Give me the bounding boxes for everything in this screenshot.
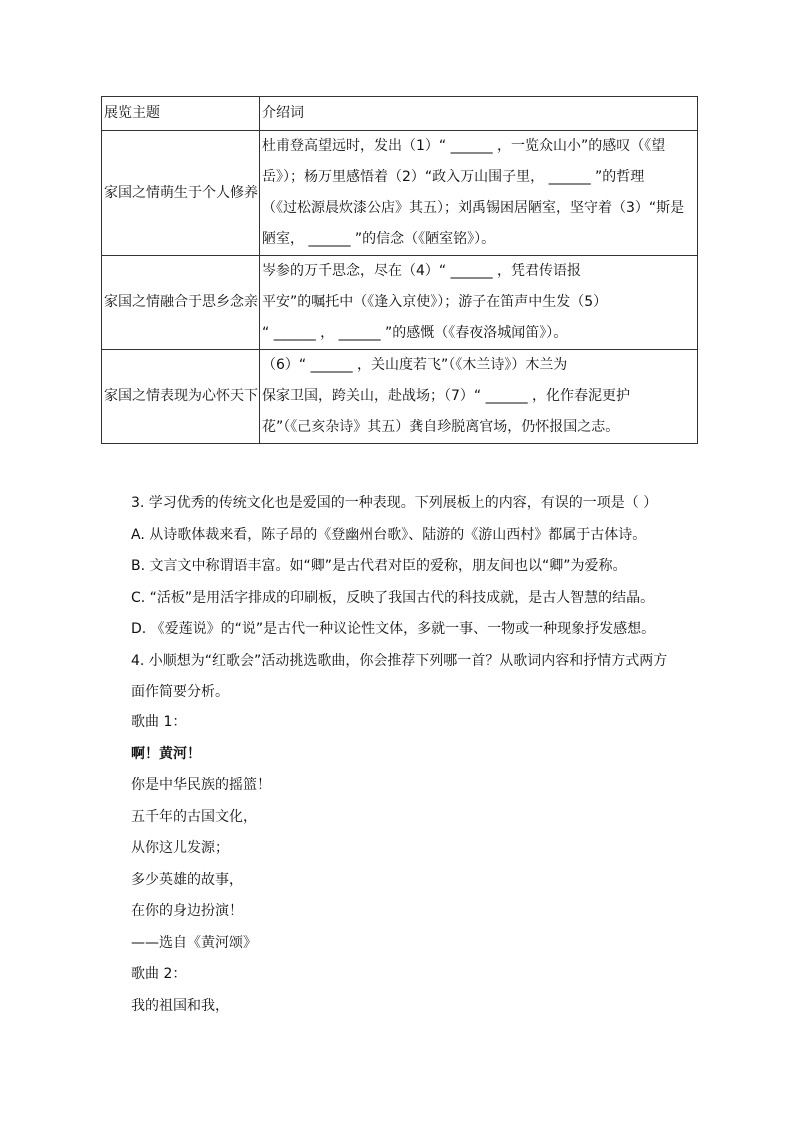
intro-line: 平安”的嘱托中（《逢入京使》）；游子在笛声中生发（5） bbox=[262, 294, 608, 310]
intro-line: （《过松源晨炊漆公店》其五）；刘禹锡困居陋室，坚守着（3）“斯是 bbox=[262, 200, 685, 216]
row-intro bbox=[260, 256, 698, 350]
row-intro bbox=[260, 131, 698, 256]
lyric-line: 多少英雄的故事， bbox=[131, 871, 243, 888]
lyric-line: 你是中华民族的摇篮！ bbox=[131, 777, 271, 793]
option-a: A. 从诗歌体裁来看，陈子昂的《登幽州台歌》、陆游的《游山西村》都属于古体诗。 bbox=[131, 526, 647, 543]
lyric-line: 在你的身边扮演！ bbox=[131, 903, 243, 919]
song-1-label: 歌曲 1： bbox=[131, 714, 187, 730]
intro-line: “ ______ ， ______ ”的感慨（《春夜洛城闻笛》）。 bbox=[262, 325, 568, 341]
lyric-source: ——选自《黄河颂》 bbox=[131, 934, 257, 951]
exhibit-table bbox=[101, 96, 698, 444]
intro-line: 岑参的万千思念，尽在（4）“ ______ ，凭君传语报 bbox=[262, 263, 582, 279]
song-2-label: 歌曲 2： bbox=[131, 966, 187, 982]
row-theme: 家国之情表现为心怀天下 bbox=[102, 350, 260, 444]
question-3: 3. 学习优秀的传统文化也是爱国的一种表现。下列展板上的内容，有误的一项是（ ） bbox=[131, 495, 658, 511]
option-c: C. “活板”是用活字排成的印刷板，反映了我国古代的科技成就，是古人智慧的结晶。 bbox=[131, 589, 655, 606]
table-row bbox=[102, 131, 698, 256]
lyric-line: 五千年的古国文化， bbox=[131, 808, 257, 825]
intro-line: 杜甫登高望远时，发出（1）“ ______ ，一览众山小”的感叹（《望 bbox=[262, 138, 666, 154]
table-row bbox=[102, 350, 698, 444]
table-header-row bbox=[102, 97, 698, 131]
header-theme: 展览主题 bbox=[102, 97, 260, 131]
option-b: B. 文言文中称谓语丰富。如“卿”是古代君对臣的爱称，朋友间也以“卿”为爱称。 bbox=[131, 558, 627, 574]
row-intro bbox=[260, 350, 698, 444]
lyric-line: 从你这儿发源； bbox=[131, 840, 229, 856]
row-theme: 家国之情萌生于个人修养 bbox=[102, 131, 260, 256]
lyric-line: 我的祖国和我， bbox=[131, 997, 229, 1014]
intro-line: 保家卫国，跨关山，赴战场；（7）“ ______ ，化作春泥更护 bbox=[262, 388, 631, 404]
intro-line: 陋室， ______ ”的信念（《陋室铭》）。 bbox=[262, 231, 496, 247]
intro-line: （6）“ ______ ，关山度若飞”（《木兰诗》）木兰为 bbox=[262, 357, 568, 373]
lyrics-section bbox=[131, 707, 531, 1022]
question-4-continued: 面作简要分析。 bbox=[131, 684, 229, 700]
intro-line: 岳》）；杨万里感悟着（2）“政入万山围子里， ______ ”的哲理 bbox=[262, 169, 645, 185]
lyric-line: 啊！黄河！ bbox=[131, 745, 201, 762]
intro-line: 花”（《己亥杂诗》其五）龚自珍脱离官场，仍怀报国之志。 bbox=[262, 419, 620, 435]
option-d: D. 《爱莲说》的“说”是古代一种议论性文体，多就一事、一物或一种现象抒发感想。 bbox=[131, 621, 656, 637]
table-row bbox=[102, 256, 698, 350]
questions-section bbox=[131, 488, 711, 709]
question-4: 4. 小顺想为“红歌会”活动挑选歌曲，你会推荐下列哪一首？从歌词内容和抒情方式两方 bbox=[131, 652, 668, 669]
header-intro: 介绍词 bbox=[260, 97, 698, 131]
row-theme: 家国之情融合于思乡念亲 bbox=[102, 256, 260, 350]
